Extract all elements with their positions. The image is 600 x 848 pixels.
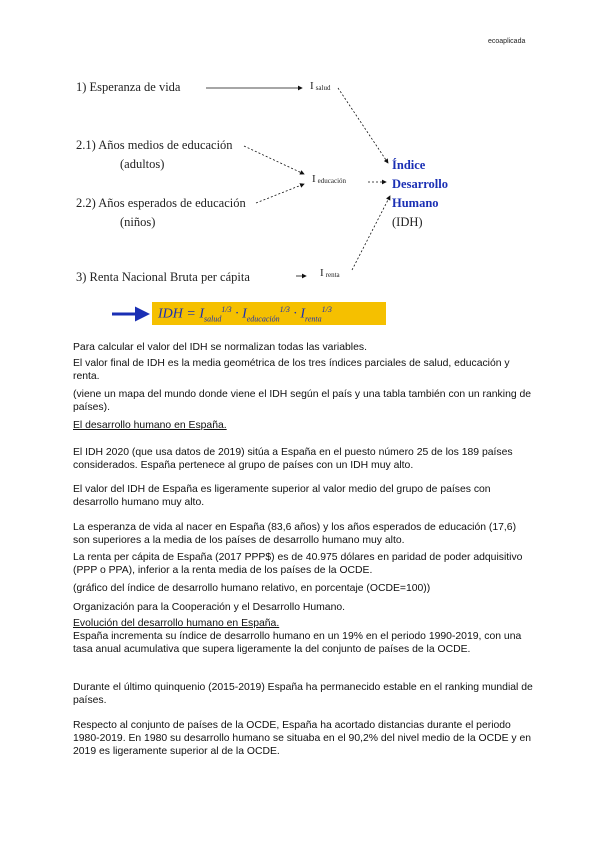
- input-gni-per-capita: 3) Renta Nacional Bruta per cápita: [76, 270, 250, 284]
- paragraph-quinquennium: Durante el último quinquenio (2015-2019) España ha permanecido estable en el ranking mundial de países.: [73, 682, 533, 707]
- arrow-salud-to-idh: [338, 88, 388, 163]
- paragraph-idh-value: El valor del IDH de España es ligeramente superior al valor medio del grupo de países con desarrollo humano muy alto.: [73, 484, 491, 509]
- heading-evolution: Evolución del desarrollo humano en España.: [73, 618, 280, 629]
- paragraph-geometric-mean: El valor final de IDH es la media geométrica de los tres índices parciales de salud, educación y renta.: [73, 358, 510, 383]
- index-educacion: I $_{educación}$: [312, 173, 347, 185]
- paragraph-ocde: Organización para la Cooperación y el Desarrollo Humano.: [73, 602, 346, 613]
- input-expected-schooling: 2.2) Años esperados de educación: [76, 196, 246, 210]
- result-line-3: Humano: [392, 196, 439, 210]
- heading-spain-hd: El desarrollo humano en España.: [73, 420, 227, 431]
- site-header: ecoaplicada: [488, 38, 526, 45]
- paragraph-increase: España incrementa su índice de desarrollo humano en un 19% en el periodo 1990-2019, con una tasa anual acumulativa que supera ligeramente la del conjunto de países de la OCDE.: [73, 631, 522, 656]
- input-expected-schooling-sub: (niños): [120, 215, 156, 229]
- input-life-expectancy: 1) Esperanza de vida: [76, 80, 181, 94]
- paragraph-income: La renta per cápita de España (2017 PPP$) es de 40.975 dólares en paridad de poder adquisitivo (PPP o PPA), inferior a la renta media de los países de la OCDE.: [73, 552, 523, 577]
- arrow-renta-to-idh: [352, 196, 390, 270]
- result-line-1: Índice: [392, 158, 426, 172]
- arrow-schooling-to-edu: [244, 146, 304, 174]
- index-salud: I $_{salud}$: [310, 80, 331, 92]
- arrow-expected-to-edu: [256, 184, 304, 203]
- diagram-arrows: [0, 0, 600, 340]
- paragraph-chart-note: (gráfico del índice de desarrollo humano relativo, en porcentaje (OCDE=100)): [73, 583, 431, 594]
- index-renta: I $_{renta}$: [320, 267, 340, 279]
- paragraph-ocde-comparison: Respecto al conjunto de países de la OCDE, España ha acortado distancias durante el periodo 1980-2019. En 1980 su desarrollo humano se situaba en el 90,2% del nivel medio de la OCDE y en 2019 es ligeramente superior al de la OCDE.: [73, 720, 532, 758]
- paragraph-idh-2020: El IDH 2020 (que usa datos de 2019) sitúa a España en el puesto número 25 de los 189 países considerados. España pertenece al grupo de países con un IDH muy alto.: [73, 447, 513, 472]
- input-mean-schooling: 2.1) Años medios de educación: [76, 138, 233, 152]
- paragraph-normalize: Para calcular el valor del IDH se normalizan todas las variables.: [73, 342, 367, 353]
- paragraph-life-expectancy: La esperanza de vida al nacer en España (83,6 años) y los años esperados de educación (17,6) son superiores a la media de los países de desarrollo humano muy alto.: [73, 522, 517, 547]
- idh-formula: IDH = $I_{salud}^{1/3} \cdot I_{educación}^{1/3} \cdot I_{renta}^{1/3}$: [158, 305, 332, 324]
- result-line-4: (IDH): [392, 215, 423, 229]
- input-mean-schooling-sub: (adultos): [120, 157, 165, 171]
- paragraph-map-note: (viene un mapa del mundo donde viene el IDH según el país y una tabla también con un ranking de países).: [73, 389, 532, 414]
- result-line-2: Desarrollo: [392, 177, 449, 191]
